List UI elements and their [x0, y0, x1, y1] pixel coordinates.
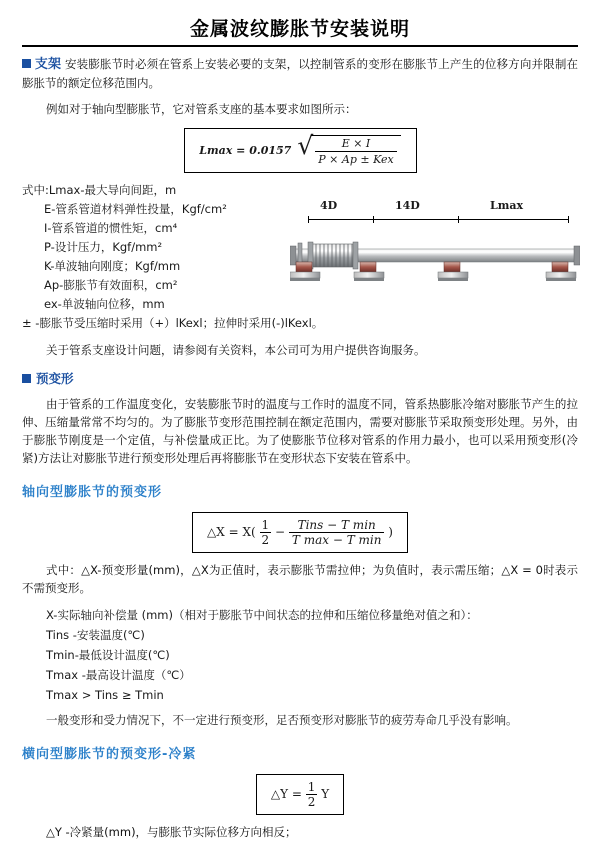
document-body — [0, 55, 600, 841]
support-right-2 — [546, 262, 576, 281]
lmax-formula-denominator: P × Ap ± Kex — [318, 153, 394, 166]
bracket-paragraph-3: 关于管系支座设计问题，请参阅有关资料，本公司可为用户提供咨询服务。 — [46, 343, 426, 357]
lateral-formula-note: △Y -冷紧量(mm)，与膨胀节实际位移方向相反； — [46, 825, 297, 839]
figure-label-4d: 4D — [320, 199, 338, 212]
axial-tail-note: 一般变形和受力情况下，不一定进行预变形，足否预变形对膨胀节的疲劳寿命几乎没有影响。 — [46, 713, 518, 727]
predeform-heading-row — [22, 369, 578, 387]
sqrt-icon: √ — [297, 131, 314, 160]
axial-half-den: 2 — [261, 533, 270, 547]
definition-item: 式中:Lmax-最大导向间距，m — [22, 183, 177, 197]
definition-item: K-单波轴向刚度；Kgf/mm — [44, 259, 181, 273]
axial-formula-half — [260, 518, 272, 547]
bracket-paragraph-1 — [22, 55, 578, 92]
list-item: Tmin-最低设计温度(℃) — [46, 648, 170, 662]
page-title: 金属波纹膨胀节安装说明 — [189, 18, 410, 40]
list-item: X-实际轴向补偿量 (mm)（相对于膨胀节中间状态的拉伸和压缩位移量绝对值之和）： — [46, 608, 478, 622]
support-right-1 — [438, 262, 468, 281]
axial-formula-minus: − — [275, 525, 286, 539]
axial-frac-den: T max − T min — [291, 533, 382, 547]
document-page — [0, 14, 600, 839]
definition-item: Ap-膨胀节有效面积，cm² — [44, 278, 178, 292]
lmax-formula — [184, 128, 417, 173]
list-item: Tmax -最高设计温度（℃） — [46, 668, 191, 682]
definition-item: I-管系管道的惯性矩，cm⁴ — [44, 221, 178, 235]
bellows-icon — [308, 242, 358, 269]
title-divider — [22, 45, 578, 47]
axial-formula-wrap — [22, 512, 578, 553]
list-item: Tmax > Tins ≥ Tmin — [46, 688, 164, 702]
lateral-formula-lhs: △Y = — [270, 787, 302, 801]
axial-symbol-list — [22, 605, 578, 705]
axial-formula-rhs: ) — [388, 525, 393, 539]
figure-dimension-labels — [290, 199, 580, 215]
square-bullet-icon — [22, 59, 31, 68]
lateral-formula-wrap — [22, 774, 578, 815]
axial-formula-fraction — [289, 518, 385, 547]
axial-frac-num: Tins − T min — [289, 518, 385, 533]
lateral-half-den: 2 — [307, 795, 316, 809]
lateral-predeform-heading: 横向型膨胀节的预变形-冷紧 — [22, 747, 197, 762]
axial-formula-lhs: △X = X( — [207, 525, 256, 539]
definition-item: P-设计压力，Kgf/mm² — [44, 240, 163, 254]
axial-formula-note: 式中：△X-预变形量(mm)，△X为正值时，表示膨胀节需拉伸；为负值时，表示需压缩；△X = 0时表示不需预变形。 — [22, 563, 578, 595]
figure-label-lmax: Lmax — [490, 199, 524, 212]
lateral-half-num: 1 — [307, 780, 316, 794]
list-item: Tins -安装温度(℃) — [46, 628, 145, 642]
lmax-formula-numerator: E × I — [315, 137, 396, 152]
lmax-formula-lhs: Lmax = 0.0157 — [199, 144, 292, 157]
axial-formula — [192, 512, 408, 553]
figure-label-14d: 14D — [395, 199, 420, 212]
definition-item: ex-单波轴向位移，mm — [44, 297, 165, 311]
lmax-formula-sqrt — [297, 131, 400, 166]
axial-predeform-heading: 轴向型膨胀节的预变形 — [22, 485, 163, 500]
axial-half-num: 1 — [261, 518, 270, 532]
bracket-heading: 支架 — [34, 57, 62, 72]
lateral-formula-rhs: Y — [321, 787, 330, 801]
support-middle — [354, 262, 384, 281]
pipe-diagram-svg — [290, 225, 580, 297]
square-bullet-icon — [22, 374, 31, 383]
lateral-formula — [256, 774, 344, 815]
figure-dimension-lines — [298, 216, 574, 223]
lateral-formula-half — [306, 780, 318, 809]
definition-item: E-管系管道材料弹性投量，Kgf/cm² — [44, 202, 227, 216]
pipe-support-figure — [290, 199, 580, 309]
bracket-paragraph-1-text: 安装膨胀节时必须在管系上安装必要的支架，以控制管系的变形在膨胀节上产生的位移方向并限制在膨胀节的额定位移范围内。 — [22, 57, 578, 90]
predeform-heading: 预变形 — [36, 371, 74, 386]
definition-item: ± -膨胀节受压缩时采用（+）lKexl；拉伸时采用(-)lKexl。 — [22, 316, 324, 330]
bracket-paragraph-2: 例如对于轴向型膨胀节，它对管系支座的基本要求如图所示： — [46, 102, 357, 116]
predeform-paragraph-1: 由于管系的工作温度变化，安装膨胀节时的温度与工作时的温度不同，管系热膨胀冷缩对膨胀节产生的拉伸、压缩量常常不均匀的。为了膨胀节变形范围控制在额定范围内，需要对膨胀节采取预变形处理。另外，由于膨胀节刚度是一个定值，与补偿量成正比。为了使膨胀节位移对管系的作用力最小，也可以采用预变形(冷紧)方法让对膨胀节进行预变形处理后再将膨胀节在变形状态下安装在管系中。 — [22, 397, 578, 465]
